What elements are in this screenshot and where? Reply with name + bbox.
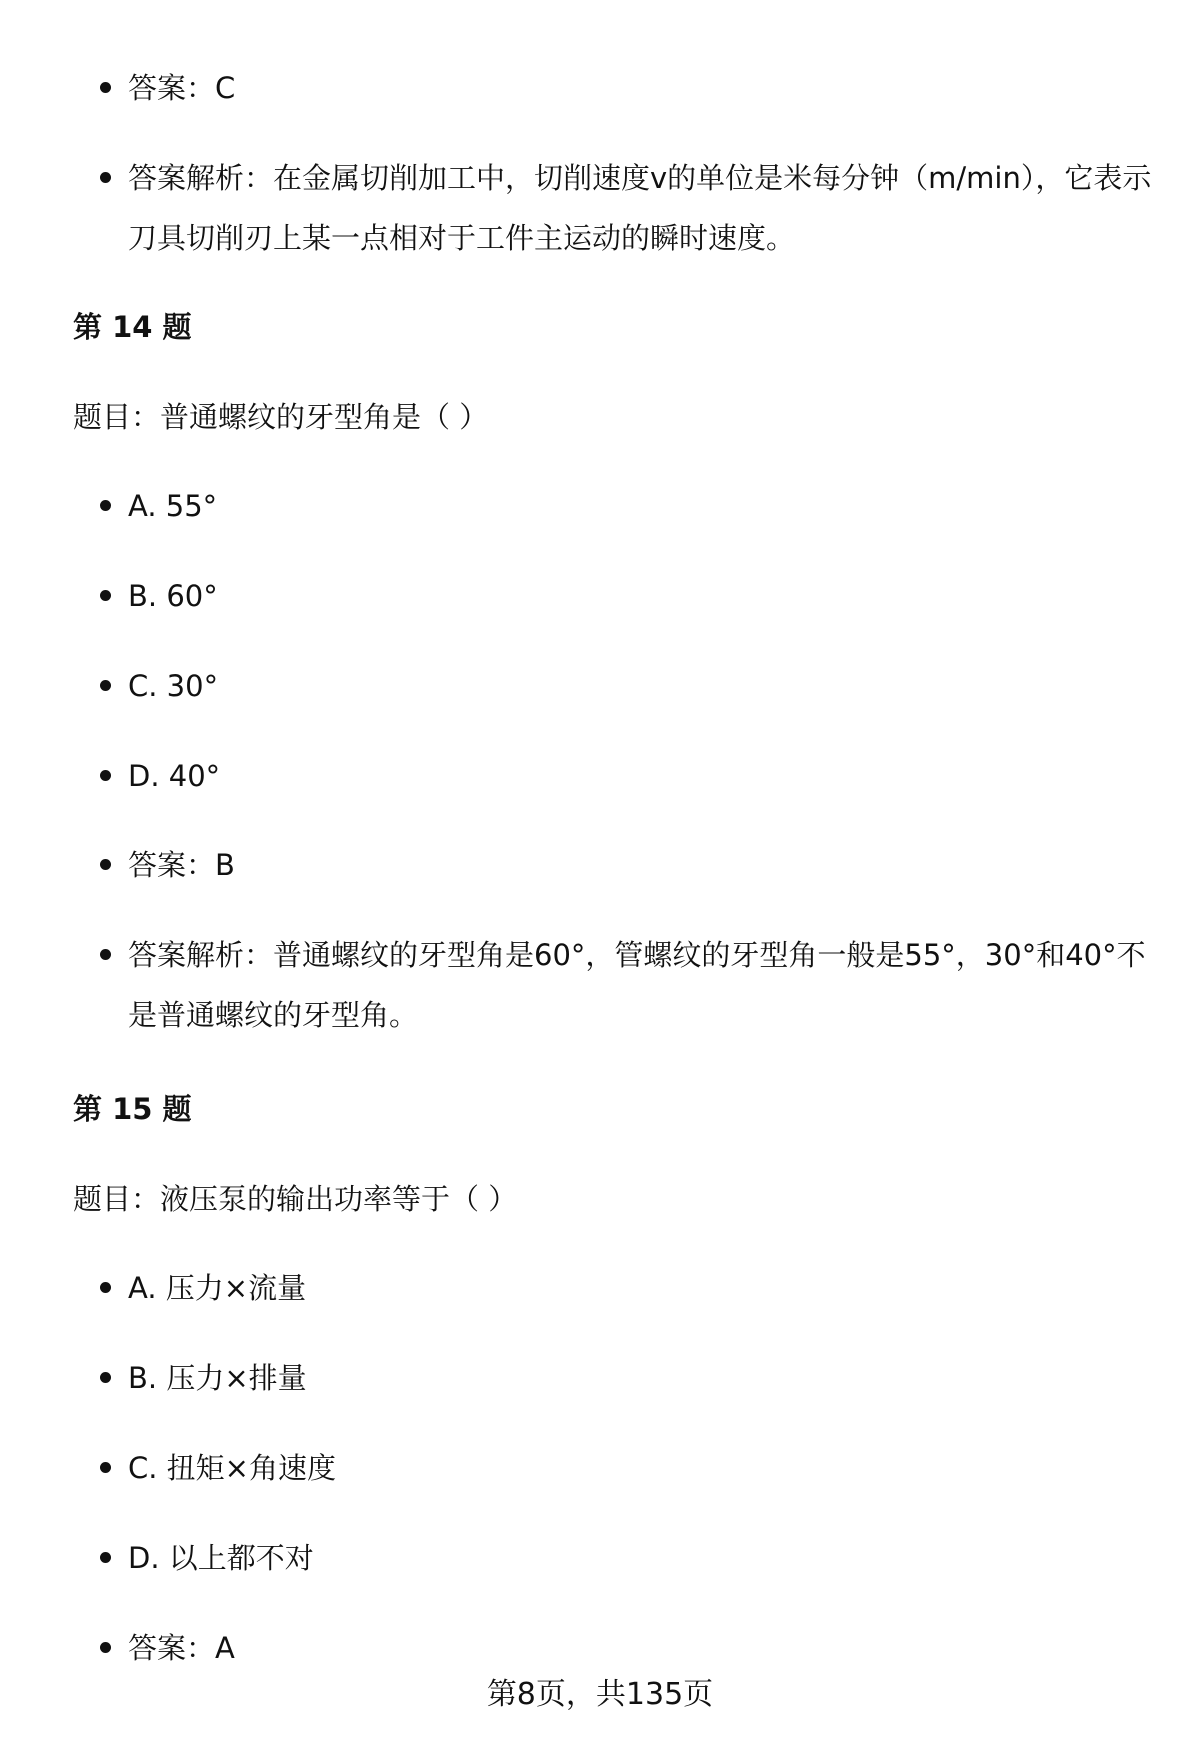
question-14-text: 题目：普通螺纹的牙型角是（ ） [73,400,489,434]
question-15-option-c: C. 扭矩×角速度 [128,1438,1158,1498]
question-15-option-b: B. 压力×排量 [128,1348,1158,1408]
question-14-option-c: C. 30° [128,656,1158,716]
question-15-answer: 答案：A [128,1618,1158,1678]
page-indicator: 第8页，共135页 [486,1677,714,1712]
question-14-option-d: D. 40° [128,746,1158,806]
question-14-option-b: B. 60° [128,566,1158,626]
question-14-answer: 答案：B [128,835,1158,895]
question-14-heading: 第 14 题 [73,310,192,344]
question-14-analysis: 答案解析：普通螺纹的牙型角是60°，管螺纹的牙型角一般是55°，30°和40°不是普通螺纹的牙型角。 [128,925,1158,1045]
prev-answer: 答案：C [128,58,1158,118]
question-15-option-a: A. 压力×流量 [128,1258,1158,1318]
prev-answer-analysis: 答案解析：在金属切削加工中，切削速度v的单位是米每分钟（m/min），它表示刀具切削刃上某一点相对于工件主运动的瞬时速度。 [128,148,1158,268]
question-14-option-a: A. 55° [128,476,1158,536]
question-15-option-d: D. 以上都不对 [128,1528,1158,1588]
question-15-text: 题目：液压泵的输出功率等于（ ） [73,1182,518,1216]
question-15-heading: 第 15 题 [73,1092,192,1126]
